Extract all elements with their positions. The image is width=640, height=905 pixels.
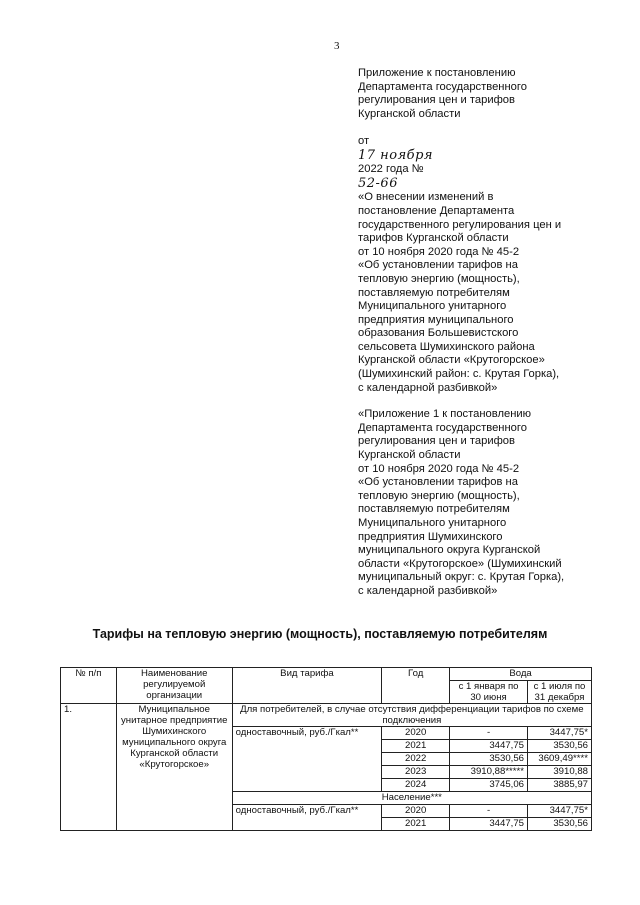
header-period-1: с 1 января по 30 июня xyxy=(450,681,528,704)
tariff-type-general: одноставочный, руб./Гкал** xyxy=(232,727,382,792)
header-tariff-type: Вид тарифа xyxy=(232,668,382,704)
table-cell-year: 2020 xyxy=(382,805,450,818)
handwritten-number: 52-66 xyxy=(358,175,398,191)
page-number: 3 xyxy=(334,40,340,52)
table-cell-period-2: 3530,56 xyxy=(528,740,592,753)
table-cell-period-2: 3885,97 xyxy=(528,779,592,792)
table-cell-year: 2021 xyxy=(382,818,450,831)
table-cell-period-1: 3447,75 xyxy=(450,740,528,753)
date-year: 2022 года № xyxy=(358,163,424,176)
table-cell-year: 2023 xyxy=(382,766,450,779)
tariff-table xyxy=(60,667,592,831)
document-title: Тарифы на тепловую энергию (мощность), поставляемую потребителям xyxy=(92,627,548,641)
group-heading-general: Для потребителей, в случае отсутствия дифференциации тарифов по схеме подключения xyxy=(232,704,591,727)
table-cell-period-2: 3910,88 xyxy=(528,766,592,779)
tariff-type-population: одноставочный, руб./Гкал** xyxy=(232,805,382,831)
header-number: № п/п xyxy=(61,668,117,704)
table-cell-period-1: 3447,75 xyxy=(450,818,528,831)
row-number: 1. xyxy=(61,704,117,831)
date-prefix: от xyxy=(358,134,370,147)
table-cell-period-2: 3447,75* xyxy=(528,805,592,818)
header-year: Год xyxy=(382,668,450,704)
table-cell-period-2: 3530,56 xyxy=(528,818,592,831)
group-heading-population: Население*** xyxy=(232,792,591,805)
table-cell-period-2: 3609,49**** xyxy=(528,753,592,766)
table-cell-year: 2021 xyxy=(382,740,450,753)
handwritten-date: 17 ноября xyxy=(358,147,434,163)
table-cell-year: 2020 xyxy=(382,727,450,740)
appendix-original: «Приложение 1 к постановлению Департамента государственного регулирования цен и тарифов Курганской области от 10 ноября 2020 года № 45-2 «Об установлении тарифов на тепловую энергию (мощность), поставляемую потребителям Муниципального унитарного предприятия Шумихинского муниципального округа Курганской области «Крутогорское» (Шумихинский муниципальный округ: с. Крутая Горка), с календарной разбивкой» xyxy=(358,408,565,597)
table-cell-period-1: - xyxy=(450,727,528,740)
table-cell-period-1: 3745,06 xyxy=(450,779,528,792)
organization-name: Муниципальное унитарное предприятие Шумихинского муниципального округа Курганской области «Крутогорское» xyxy=(116,704,232,831)
appendix-intro: Приложение к постановлению Департамента государственного регулирования цен и тарифов Курганской области xyxy=(358,67,527,120)
header-water: Вода xyxy=(450,668,592,681)
table-cell-period-1: 3530,56 xyxy=(450,753,528,766)
table-cell-year: 2024 xyxy=(382,779,450,792)
table-cell-period-1: 3910,88***** xyxy=(450,766,528,779)
appendix-subject: «О внесении изменений в постановление Департамента государственного регулирования цен и тарифов Курганской области от 10 ноября 2020 года № 45-2 «Об установлении тарифов на тепловую энергию (мощность), поставляемую потребителям Муниципального унитарного предприятия муниципального образования Большевистского сельсовета Шумихинского района Курганской области «Крутогорское» (Шумихинский район: с. Крутая Горка), с календарной разбивкой» xyxy=(358,191,562,394)
appendix-date-line xyxy=(358,121,628,191)
table-cell-year: 2022 xyxy=(382,753,450,766)
table-cell-period-2: 3447,75* xyxy=(528,727,592,740)
header-organization: Наименование регулируемой организации xyxy=(116,668,232,704)
table-cell-period-1: - xyxy=(450,805,528,818)
appendix-header xyxy=(358,67,628,599)
header-period-2: с 1 июля по 31 декабря xyxy=(528,681,592,704)
